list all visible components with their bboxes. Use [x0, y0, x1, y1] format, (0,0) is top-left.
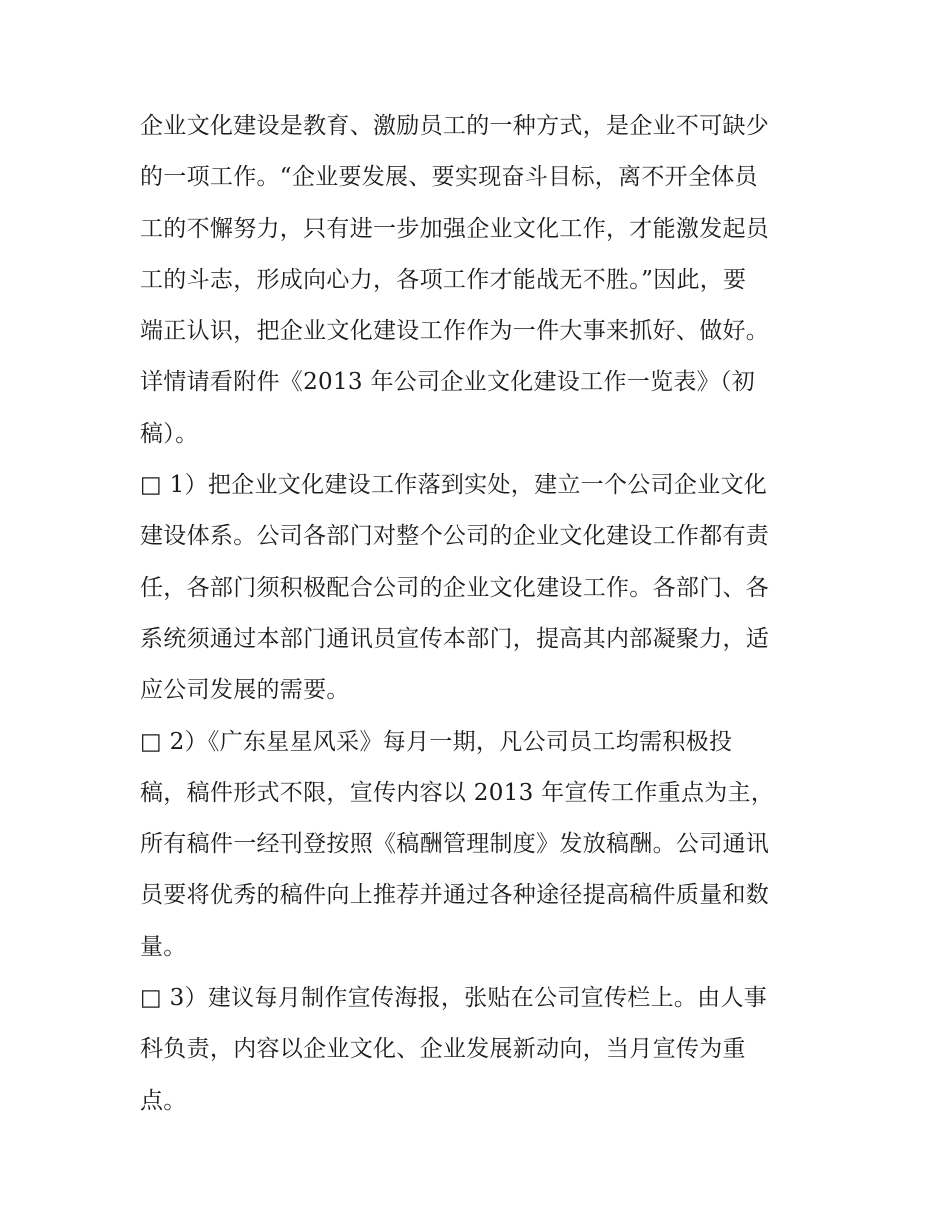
text-line: 建设体系。公司各部门对整个公司的企业文化建设工作都有责	[140, 523, 770, 550]
text-line: 科负责，内容以企业文化、企业发展新动向，当月宣传为重	[140, 1036, 746, 1063]
text-line: 应公司发展的需要。	[140, 677, 350, 704]
text-line: □ 1）把企业文化建设工作落到实处，建立一个公司企业文化	[140, 472, 768, 499]
text-line: 点。	[140, 1087, 187, 1114]
text-line: 系统须通过本部门通讯员宣传本部门，提高其内部凝聚力，适	[140, 625, 770, 652]
text-line: 工的斗志，形成向心力，各项工作才能战无不胜。”因此，要	[140, 266, 747, 293]
text-line: 稿）。	[140, 420, 199, 447]
text-line: □ 2）《广东星星风采》每月一期，凡公司员工均需积极投	[140, 728, 733, 755]
text-line: 员要将优秀的稿件向上推荐并通过各种途径提高稿件质量和数	[140, 882, 770, 909]
text-line: 所有稿件一经刊登按照《稿酬管理制度》发放稿酬。公司通讯	[140, 831, 770, 858]
text-line: 企业文化建设是教育、激励员工的一种方式，是企业不可缺少	[140, 113, 770, 139]
text-line: 量。	[140, 933, 187, 960]
body-text	[140, 101, 820, 1127]
text-line: 稿，稿件形式不限，宣传内容以 2013 年宣传工作重点为主，	[140, 779, 775, 806]
text-line: 详情请看附件《2013 年公司企业文化建设工作一览表》（初	[140, 369, 756, 396]
text-line: 的一项工作。“企业要发展、要实现奋斗目标，离不开全体员	[140, 164, 758, 191]
text-line: 端正认识，把企业文化建设工作作为一件大事来抓好、做好。	[140, 318, 770, 345]
text-line: □ 3）建议每月制作宣传海报，张贴在公司宣传栏上。由人事	[140, 985, 768, 1012]
text-line: 任，各部门须积极配合公司的企业文化建设工作。各部门、各	[140, 574, 770, 601]
text-line: 工的不懈努力，只有进一步加强企业文化工作，才能激发起员	[140, 215, 770, 242]
